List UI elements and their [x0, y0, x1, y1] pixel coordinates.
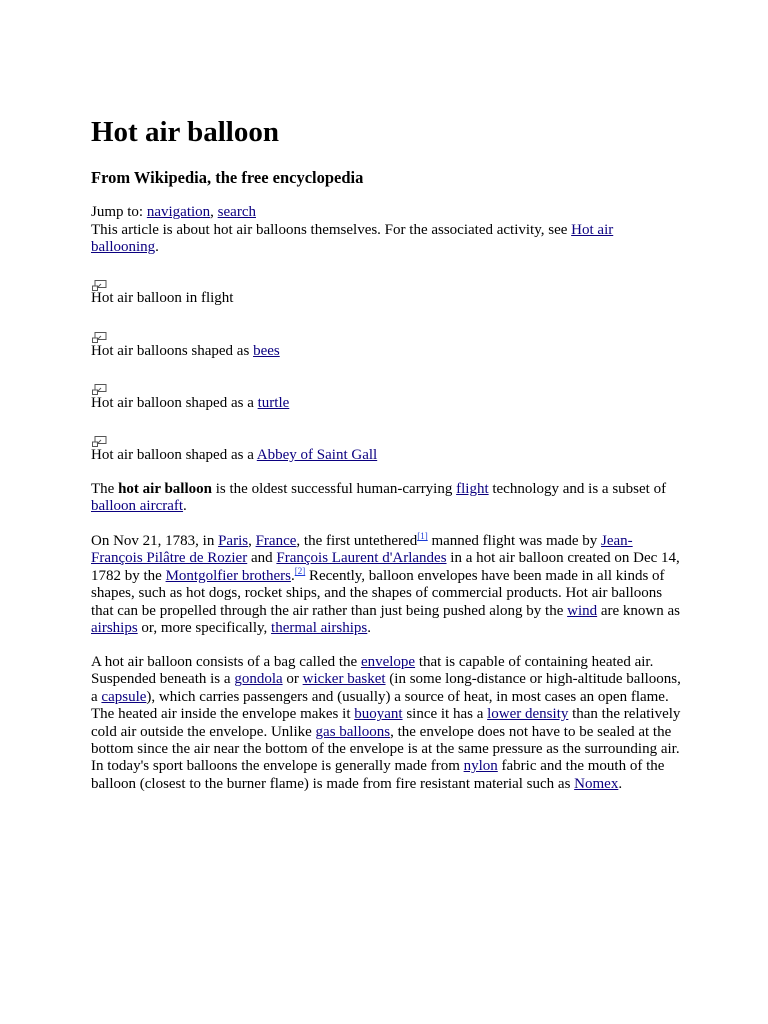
- history-paragraph: On Nov 21, 1783, in Paris, France, the first untethered[1] manned flight was made by Jean-François Pilâtre de Rozier and François Laurent d'Arlandes in a hot air balloon created on Dec 14, 1782 by the Montgolfier brothers.[2] Recently, balloon envelopes have been made in all kinds of shapes, such as hot dogs, rocket ships, and the shapes of commercial products. Hot air balloons that can be propelled through the air rather than just being pushed along by the wind are known as airships or, more specifically, thermal airships.: [91, 531, 681, 637]
- wind-link[interactable]: wind: [567, 602, 598, 619]
- hatnote: This article is about hot air balloons themselves. For the associated activity, see Hot air ballooning.: [91, 221, 614, 255]
- reference-1-link[interactable]: [1]: [417, 531, 428, 541]
- broken-image-icon[interactable]: [92, 436, 107, 447]
- broken-image-icon[interactable]: [92, 384, 107, 395]
- reference-2-link[interactable]: [2]: [294, 565, 306, 576]
- paris-link[interactable]: Paris: [218, 533, 249, 549]
- gas-balloons-link[interactable]: gas balloons: [315, 723, 391, 740]
- balloon-aircraft-link[interactable]: balloon aircraft: [91, 498, 184, 515]
- thermal-airships-link[interactable]: thermal airships: [271, 620, 368, 637]
- jump-search-link[interactable]: search: [217, 204, 256, 220]
- buoyant-link[interactable]: buoyant: [354, 706, 403, 723]
- capsule-link[interactable]: capsule: [101, 688, 147, 705]
- bees-link[interactable]: bees: [253, 343, 280, 359]
- nylon-link[interactable]: nylon: [463, 758, 498, 775]
- image-caption: Hot air balloon shaped as a turtle: [91, 395, 290, 411]
- image-caption: Hot air balloon shaped as a Abbey of Saint Gall: [91, 447, 378, 463]
- wicker-basket-link[interactable]: wicker basket: [302, 671, 386, 688]
- jump-navigation-link[interactable]: navigation: [146, 204, 211, 220]
- image-caption: Hot air balloons shaped as bees: [91, 343, 280, 359]
- broken-image-icon[interactable]: [92, 332, 107, 343]
- gondola-link[interactable]: gondola: [234, 671, 283, 688]
- intro-paragraph: The hot air balloon is the oldest successful human-carrying flight technology and is a subset of balloon aircraft.: [91, 481, 667, 515]
- bold-term: hot air balloon: [118, 481, 212, 497]
- hot-air-ballooning-link[interactable]: Hot air ballooning: [91, 221, 614, 255]
- page-title: Hot air balloon: [91, 116, 279, 148]
- arlandes-link[interactable]: François Laurent d'Arlandes: [276, 550, 447, 567]
- abbey-of-saint-gall-link[interactable]: Abbey of Saint Gall: [256, 447, 378, 463]
- turtle-link[interactable]: turtle: [257, 395, 290, 411]
- pilatre-de-rozier-link[interactable]: Jean-François Pilâtre de Rozier: [91, 533, 633, 567]
- envelope-link[interactable]: envelope: [360, 654, 416, 670]
- construction-paragraph: A hot air balloon consists of a bag called the envelope that is capable of containing heated air. Suspended beneath is a gondola or wicker basket (in some long-distance or high-altitude balloons, a capsule), which carries passengers and (usually) a source of heat, in most cases an open flame. The heated air inside the envelope makes it buoyant since it has a lower density than the relatively cold air outside the envelope. Unlike gas balloons, the envelope does not have to be sealed at the bottom since the air near the bottom of the envelope is at the same pressure as the surrounding air. In today's sport balloons the envelope is generally made from nylon fabric and the mouth of the balloon (closest to the burner flame) is made from fire resistant material such as Nomex.: [91, 654, 681, 792]
- lower-density-link[interactable]: lower density: [487, 706, 569, 723]
- jump-links: Jump to: navigation, search: [91, 204, 256, 220]
- nomex-link[interactable]: Nomex: [574, 775, 619, 792]
- page-subtitle: From Wikipedia, the free encyclopedia: [91, 168, 364, 187]
- france-link[interactable]: France: [255, 533, 297, 549]
- airships-link[interactable]: airships: [91, 620, 138, 637]
- flight-link[interactable]: flight: [456, 481, 489, 497]
- image-caption: Hot air balloon in flight: [91, 290, 234, 306]
- montgolfier-brothers-link[interactable]: Montgolfier brothers: [165, 567, 291, 584]
